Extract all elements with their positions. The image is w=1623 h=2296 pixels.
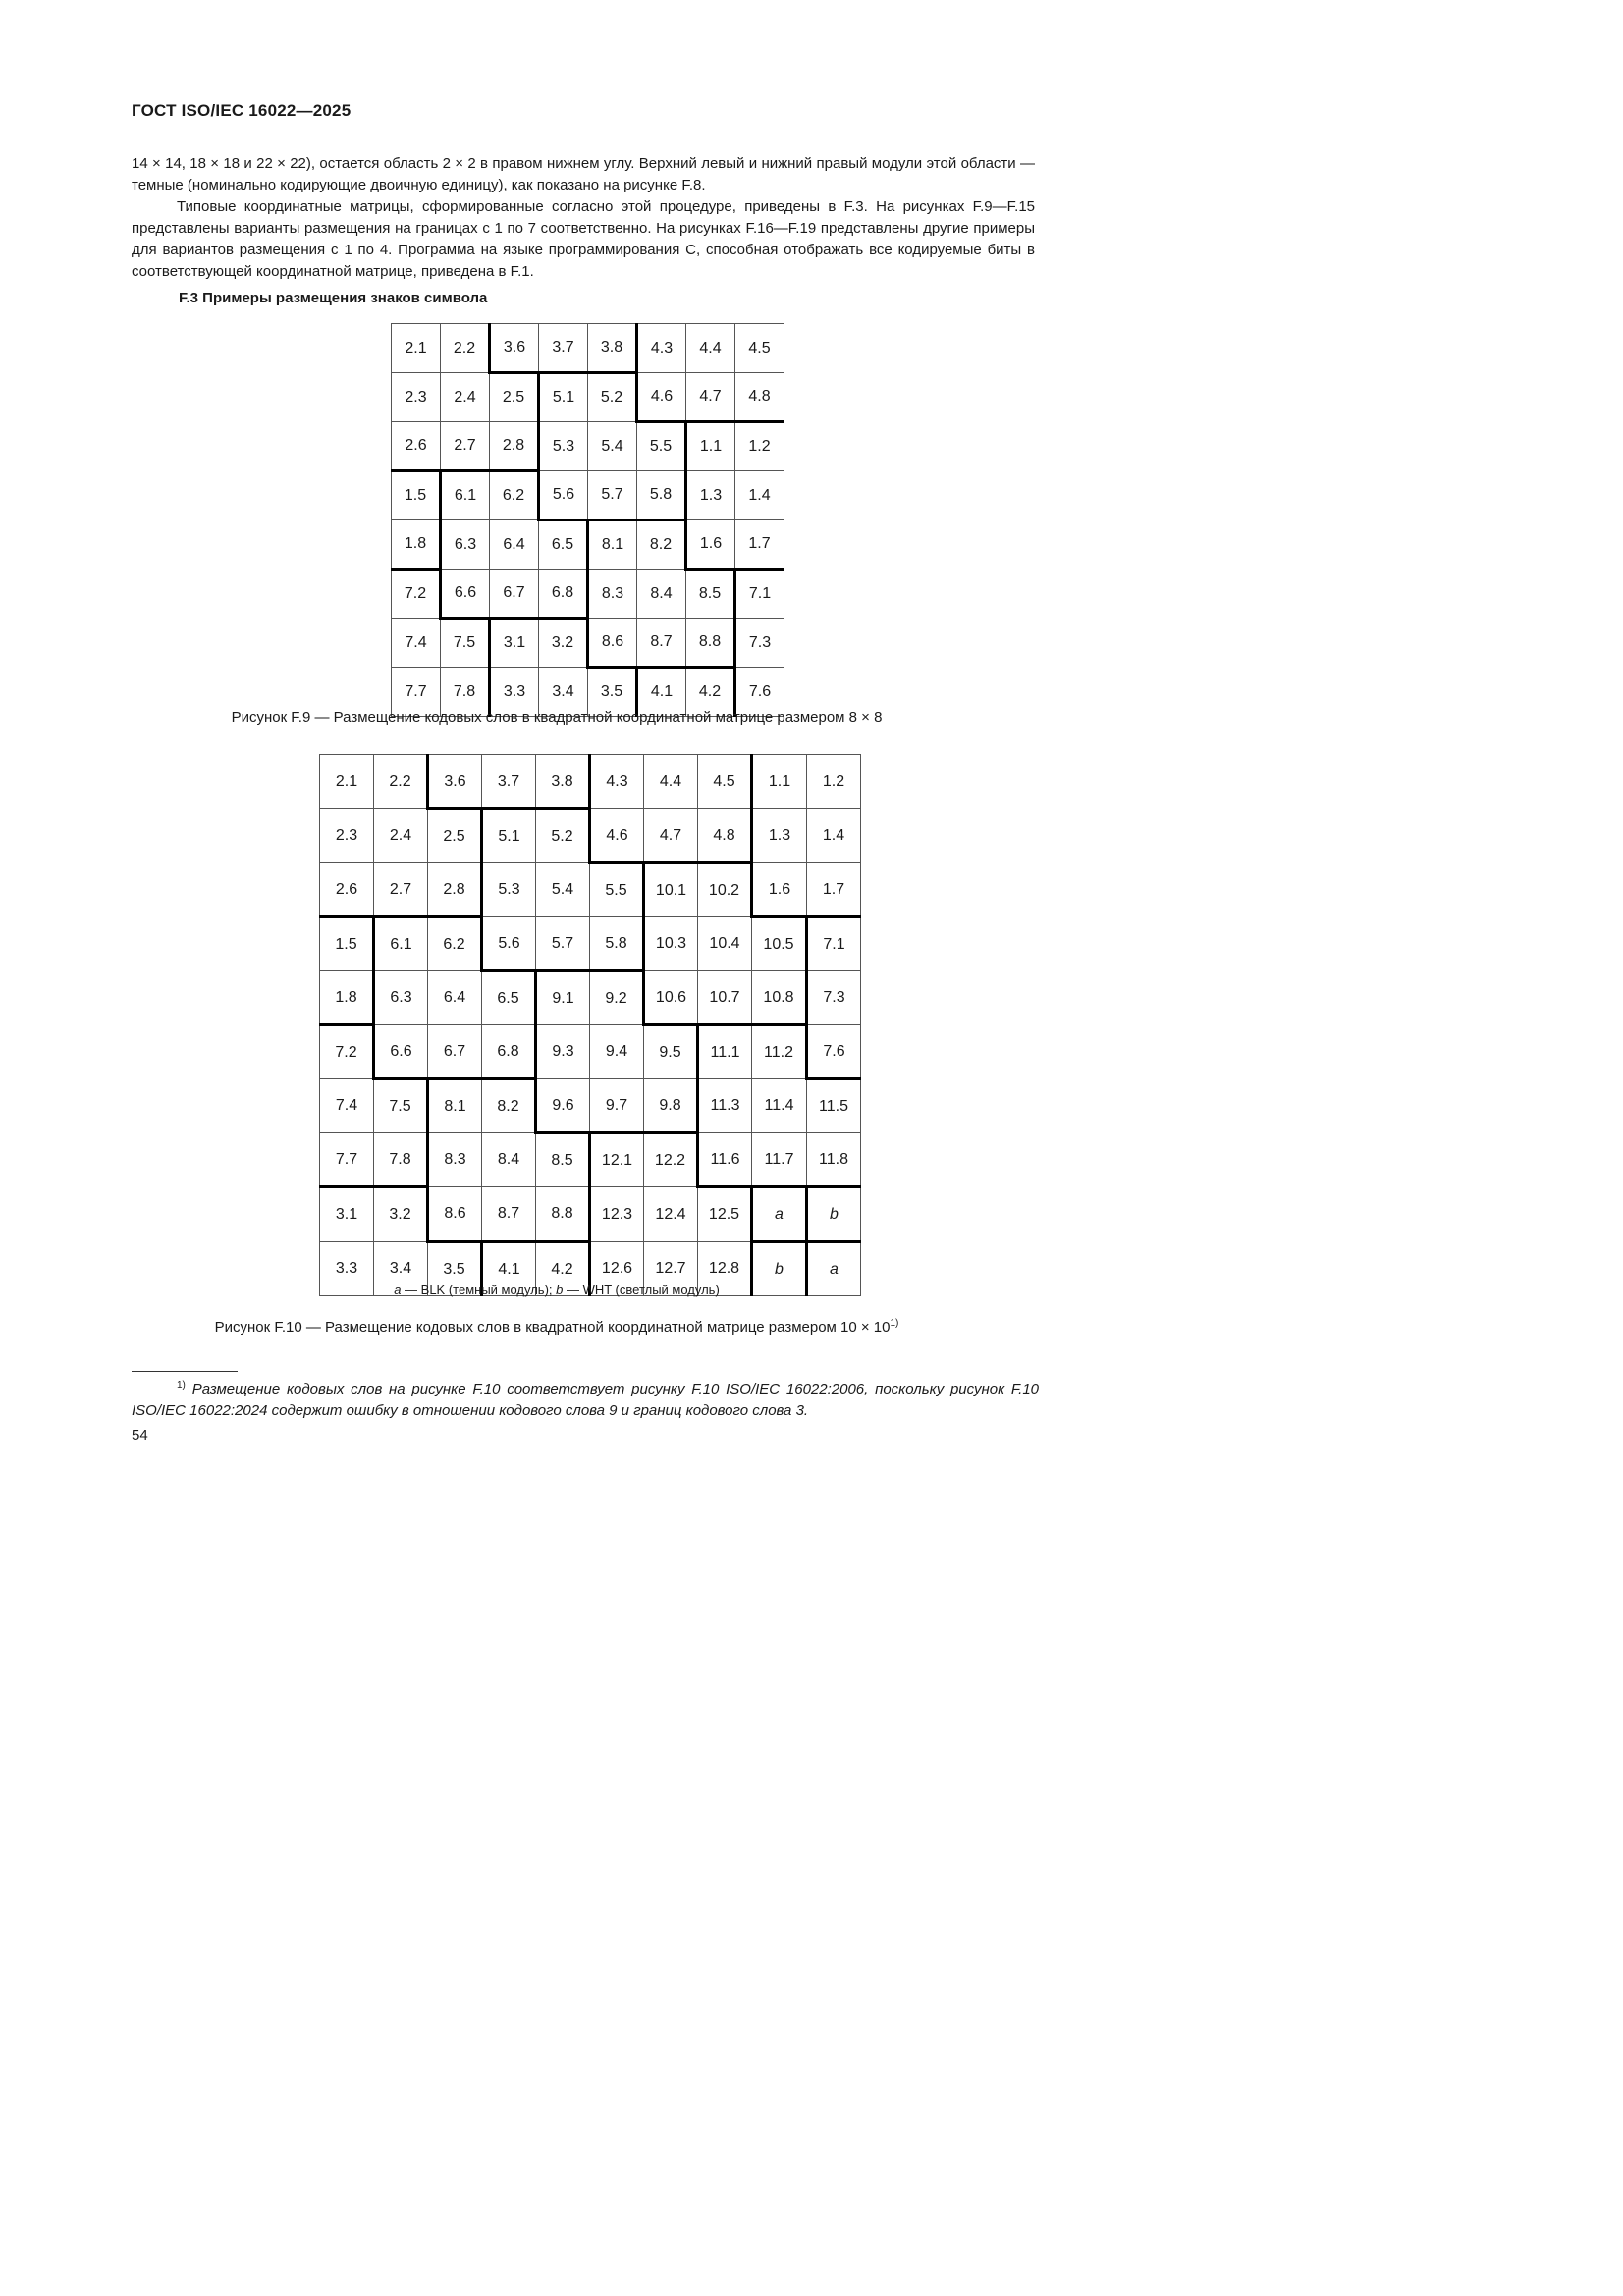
matrix-row <box>392 570 784 619</box>
codeword-cell: 11.2 <box>752 1025 807 1079</box>
codeword-cell: 9.7 <box>590 1079 644 1133</box>
codeword-cell: 8.3 <box>428 1133 482 1187</box>
matrix-row <box>392 619 784 668</box>
codeword-cell: 2.8 <box>490 422 539 471</box>
codeword-cell: 3.8 <box>588 324 637 373</box>
codeword-cell: 4.7 <box>686 373 735 422</box>
codeword-cell: 7.5 <box>374 1079 428 1133</box>
codeword-cell: 5.6 <box>482 917 536 971</box>
codeword-cell: 9.6 <box>536 1079 590 1133</box>
codeword-cell: 3.8 <box>536 755 590 809</box>
codeword-cell: 4.6 <box>590 809 644 863</box>
codeword-cell: 6.6 <box>441 570 490 619</box>
matrix-row <box>320 917 861 971</box>
codeword-cell: 1.1 <box>752 755 807 809</box>
codeword-cell: 7.5 <box>441 619 490 668</box>
codeword-cell: 10.2 <box>698 863 752 917</box>
codeword-cell: 8.4 <box>482 1133 536 1187</box>
codeword-cell: 9.4 <box>590 1025 644 1079</box>
codeword-cell: 5.3 <box>482 863 536 917</box>
codeword-cell: 4.2 <box>536 1242 590 1296</box>
codeword-cell: 9.8 <box>644 1079 698 1133</box>
codeword-cell: 1.3 <box>686 471 735 520</box>
codeword-cell: 4.1 <box>637 668 686 717</box>
codeword-cell: 7.3 <box>735 619 784 668</box>
legend-key-a: a <box>394 1283 402 1297</box>
codeword-cell: 12.1 <box>590 1133 644 1187</box>
codeword-cell: 7.7 <box>392 668 441 717</box>
codeword-matrix-8x8 <box>391 323 784 717</box>
codeword-cell: 2.1 <box>320 755 374 809</box>
codeword-cell: 2.2 <box>374 755 428 809</box>
footnote-rule <box>132 1371 238 1372</box>
codeword-cell: 6.5 <box>482 971 536 1025</box>
codeword-cell: 2.3 <box>320 809 374 863</box>
codeword-cell: 4.3 <box>590 755 644 809</box>
codeword-cell: 5.7 <box>588 471 637 520</box>
codeword-cell: 5.7 <box>536 917 590 971</box>
codeword-cell: 6.8 <box>539 570 588 619</box>
codeword-cell: 3.3 <box>320 1242 374 1296</box>
codeword-cell: 1.7 <box>807 863 861 917</box>
codeword-cell: 3.7 <box>482 755 536 809</box>
codeword-cell: 8.8 <box>536 1187 590 1242</box>
codeword-cell: 5.5 <box>590 863 644 917</box>
codeword-cell: b <box>807 1187 861 1242</box>
codeword-cell: 1.7 <box>735 520 784 570</box>
codeword-cell: 1.5 <box>320 917 374 971</box>
codeword-cell: 2.3 <box>392 373 441 422</box>
codeword-cell: 5.2 <box>588 373 637 422</box>
codeword-cell: 11.6 <box>698 1133 752 1187</box>
codeword-cell: 6.6 <box>374 1025 428 1079</box>
codeword-cell: 7.8 <box>441 668 490 717</box>
codeword-cell: 11.4 <box>752 1079 807 1133</box>
codeword-cell: 8.1 <box>588 520 637 570</box>
matrix-row <box>392 373 784 422</box>
codeword-cell: 5.2 <box>536 809 590 863</box>
codeword-cell: 6.1 <box>374 917 428 971</box>
codeword-cell: 6.4 <box>490 520 539 570</box>
codeword-cell: 2.5 <box>490 373 539 422</box>
codeword-cell: 8.5 <box>686 570 735 619</box>
matrix-row <box>320 1187 861 1242</box>
codeword-cell: 8.4 <box>637 570 686 619</box>
codeword-cell: 12.5 <box>698 1187 752 1242</box>
codeword-cell: 12.4 <box>644 1187 698 1242</box>
body-text <box>132 153 1035 283</box>
codeword-cell: 4.4 <box>686 324 735 373</box>
matrix-row <box>392 422 784 471</box>
codeword-cell: 11.7 <box>752 1133 807 1187</box>
codeword-cell: 7.3 <box>807 971 861 1025</box>
codeword-cell: 12.8 <box>698 1242 752 1296</box>
matrix-row <box>320 1133 861 1187</box>
codeword-cell: a <box>807 1242 861 1296</box>
codeword-cell: 6.1 <box>441 471 490 520</box>
codeword-cell: 7.2 <box>320 1025 374 1079</box>
codeword-cell: 3.6 <box>490 324 539 373</box>
codeword-cell: 10.4 <box>698 917 752 971</box>
footnote-marker: 1) <box>177 1380 186 1391</box>
codeword-cell: 10.6 <box>644 971 698 1025</box>
codeword-cell: 7.6 <box>807 1025 861 1079</box>
codeword-cell: 8.7 <box>637 619 686 668</box>
codeword-cell: 8.5 <box>536 1133 590 1187</box>
codeword-cell: 10.5 <box>752 917 807 971</box>
codeword-cell: 1.4 <box>735 471 784 520</box>
codeword-cell: b <box>752 1242 807 1296</box>
codeword-cell: 6.8 <box>482 1025 536 1079</box>
codeword-cell: 10.7 <box>698 971 752 1025</box>
codeword-cell: 3.4 <box>374 1242 428 1296</box>
codeword-cell: 10.3 <box>644 917 698 971</box>
codeword-cell: 10.1 <box>644 863 698 917</box>
matrix-row <box>320 1079 861 1133</box>
codeword-cell: 7.4 <box>320 1079 374 1133</box>
codeword-cell: 7.4 <box>392 619 441 668</box>
codeword-cell: 4.8 <box>735 373 784 422</box>
matrix-row <box>392 324 784 373</box>
codeword-cell: 3.5 <box>428 1242 482 1296</box>
codeword-cell: 2.5 <box>428 809 482 863</box>
codeword-cell: 6.2 <box>428 917 482 971</box>
codeword-cell: 4.3 <box>637 324 686 373</box>
codeword-cell: 8.3 <box>588 570 637 619</box>
codeword-cell: 6.3 <box>374 971 428 1025</box>
codeword-cell: 1.8 <box>392 520 441 570</box>
codeword-cell: 11.3 <box>698 1079 752 1133</box>
codeword-cell: 8.6 <box>428 1187 482 1242</box>
codeword-cell: 5.1 <box>539 373 588 422</box>
codeword-cell: 4.4 <box>644 755 698 809</box>
codeword-cell: 1.1 <box>686 422 735 471</box>
codeword-cell: 8.8 <box>686 619 735 668</box>
document-header: ГОСТ ISO/IEC 16022—2025 <box>132 101 352 120</box>
codeword-cell: 3.2 <box>374 1187 428 1242</box>
figure-f10-caption <box>0 1318 1113 1336</box>
codeword-cell: 5.8 <box>590 917 644 971</box>
codeword-cell: 4.5 <box>698 755 752 809</box>
codeword-cell: 4.5 <box>735 324 784 373</box>
codeword-cell: 4.6 <box>637 373 686 422</box>
codeword-cell: 5.1 <box>482 809 536 863</box>
section-heading: F.3 Примеры размещения знаков символа <box>179 290 488 306</box>
codeword-cell: 4.1 <box>482 1242 536 1296</box>
codeword-cell: 6.7 <box>428 1025 482 1079</box>
codeword-cell: a <box>752 1187 807 1242</box>
codeword-cell: 5.8 <box>637 471 686 520</box>
codeword-cell: 12.3 <box>590 1187 644 1242</box>
codeword-cell: 6.5 <box>539 520 588 570</box>
codeword-cell: 12.2 <box>644 1133 698 1187</box>
matrix-row <box>320 809 861 863</box>
codeword-cell: 8.6 <box>588 619 637 668</box>
codeword-cell: 12.6 <box>590 1242 644 1296</box>
codeword-cell: 4.2 <box>686 668 735 717</box>
codeword-cell: 7.8 <box>374 1133 428 1187</box>
codeword-cell: 5.4 <box>588 422 637 471</box>
footnote-text: Размещение кодовых слов на рисунке F.10 соответствует рисунку F.10 ISO/IEC 16022:2006, поскольку рисунок F.10 ISO/IEC 16022:2024 содержит ошибку в отношении кодового слова 9 и границ кодового слова 3. <box>132 1381 1040 1419</box>
figure-f10-legend <box>0 1283 1113 1297</box>
matrix-row <box>392 520 784 570</box>
codeword-cell: 5.3 <box>539 422 588 471</box>
codeword-cell: 1.6 <box>686 520 735 570</box>
legend-text-a: — BLK (темный модуль); <box>401 1283 557 1297</box>
footnote <box>132 1375 1039 1422</box>
codeword-matrix-10x10 <box>319 754 861 1296</box>
codeword-cell: 11.1 <box>698 1025 752 1079</box>
codeword-cell: 1.6 <box>752 863 807 917</box>
matrix-row <box>392 471 784 520</box>
legend-text-b: — WHT (светлый модуль) <box>563 1283 720 1297</box>
codeword-cell: 2.7 <box>374 863 428 917</box>
codeword-cell: 1.2 <box>735 422 784 471</box>
codeword-cell: 9.1 <box>536 971 590 1025</box>
codeword-cell: 9.2 <box>590 971 644 1025</box>
codeword-cell: 7.6 <box>735 668 784 717</box>
codeword-cell: 11.8 <box>807 1133 861 1187</box>
codeword-cell: 6.7 <box>490 570 539 619</box>
matrix-row <box>320 971 861 1025</box>
codeword-cell: 3.2 <box>539 619 588 668</box>
figure-f9-caption: Рисунок F.9 — Размещение кодовых слов в квадратной координатной матрице размером 8 × 8 <box>231 709 883 726</box>
codeword-cell: 3.1 <box>320 1187 374 1242</box>
figure-f10-caption-text: Рисунок F.10 — Размещение кодовых слов в квадратной координатной матрице размером 10 × 10 <box>214 1319 891 1336</box>
codeword-cell: 9.3 <box>536 1025 590 1079</box>
codeword-cell: 10.8 <box>752 971 807 1025</box>
codeword-cell: 3.7 <box>539 324 588 373</box>
matrix-row <box>320 1025 861 1079</box>
codeword-cell: 8.2 <box>637 520 686 570</box>
codeword-cell: 2.6 <box>320 863 374 917</box>
codeword-cell: 7.7 <box>320 1133 374 1187</box>
codeword-cell: 2.2 <box>441 324 490 373</box>
codeword-cell: 4.7 <box>644 809 698 863</box>
codeword-cell: 2.8 <box>428 863 482 917</box>
codeword-cell: 7.1 <box>807 917 861 971</box>
codeword-cell: 5.5 <box>637 422 686 471</box>
codeword-cell: 2.7 <box>441 422 490 471</box>
codeword-cell: 9.5 <box>644 1025 698 1079</box>
codeword-cell: 3.3 <box>490 668 539 717</box>
codeword-cell: 1.3 <box>752 809 807 863</box>
paragraph-2: Типовые координатные матрицы, сформированные согласно этой процедуре, приведены в F.3. На рисунках F.9—F.15 представлены варианты размещения на границах с 1 по 7 соответственно. На рисунках F.16—F.19 представлены другие примеры для вариантов размещения с 1 по 4. Программа на языке программирования C, способная отображать все кодируемые биты в соответствующей координатной матрице, приведена в F.1. <box>132 198 1035 280</box>
page-number: 54 <box>132 1427 148 1444</box>
codeword-cell: 4.8 <box>698 809 752 863</box>
matrix-row <box>320 863 861 917</box>
codeword-cell: 5.4 <box>536 863 590 917</box>
codeword-cell: 2.4 <box>374 809 428 863</box>
codeword-cell: 6.4 <box>428 971 482 1025</box>
codeword-cell: 7.1 <box>735 570 784 619</box>
codeword-cell: 3.5 <box>588 668 637 717</box>
paragraph-1: 14 × 14, 18 × 18 и 22 × 22), остается область 2 × 2 в правом нижнем углу. Верхний левый и нижний правый модули этой области — темные (номинально кодирующие двоичную единицу), как показано на рисунке F.8. <box>132 155 1035 193</box>
codeword-cell: 6.3 <box>441 520 490 570</box>
codeword-cell: 3.4 <box>539 668 588 717</box>
codeword-cell: 3.1 <box>490 619 539 668</box>
codeword-cell: 12.7 <box>644 1242 698 1296</box>
footnote-reference: 1) <box>890 1318 899 1329</box>
codeword-cell: 3.6 <box>428 755 482 809</box>
legend-key-b: b <box>556 1283 564 1297</box>
codeword-cell: 8.7 <box>482 1187 536 1242</box>
codeword-cell: 8.1 <box>428 1079 482 1133</box>
codeword-cell: 2.1 <box>392 324 441 373</box>
codeword-cell: 1.5 <box>392 471 441 520</box>
codeword-cell: 8.2 <box>482 1079 536 1133</box>
codeword-cell: 1.4 <box>807 809 861 863</box>
codeword-cell: 1.2 <box>807 755 861 809</box>
matrix-row <box>320 755 861 809</box>
codeword-cell: 2.4 <box>441 373 490 422</box>
codeword-cell: 11.5 <box>807 1079 861 1133</box>
codeword-cell: 7.2 <box>392 570 441 619</box>
codeword-cell: 1.8 <box>320 971 374 1025</box>
codeword-cell: 2.6 <box>392 422 441 471</box>
codeword-cell: 6.2 <box>490 471 539 520</box>
codeword-cell: 5.6 <box>539 471 588 520</box>
